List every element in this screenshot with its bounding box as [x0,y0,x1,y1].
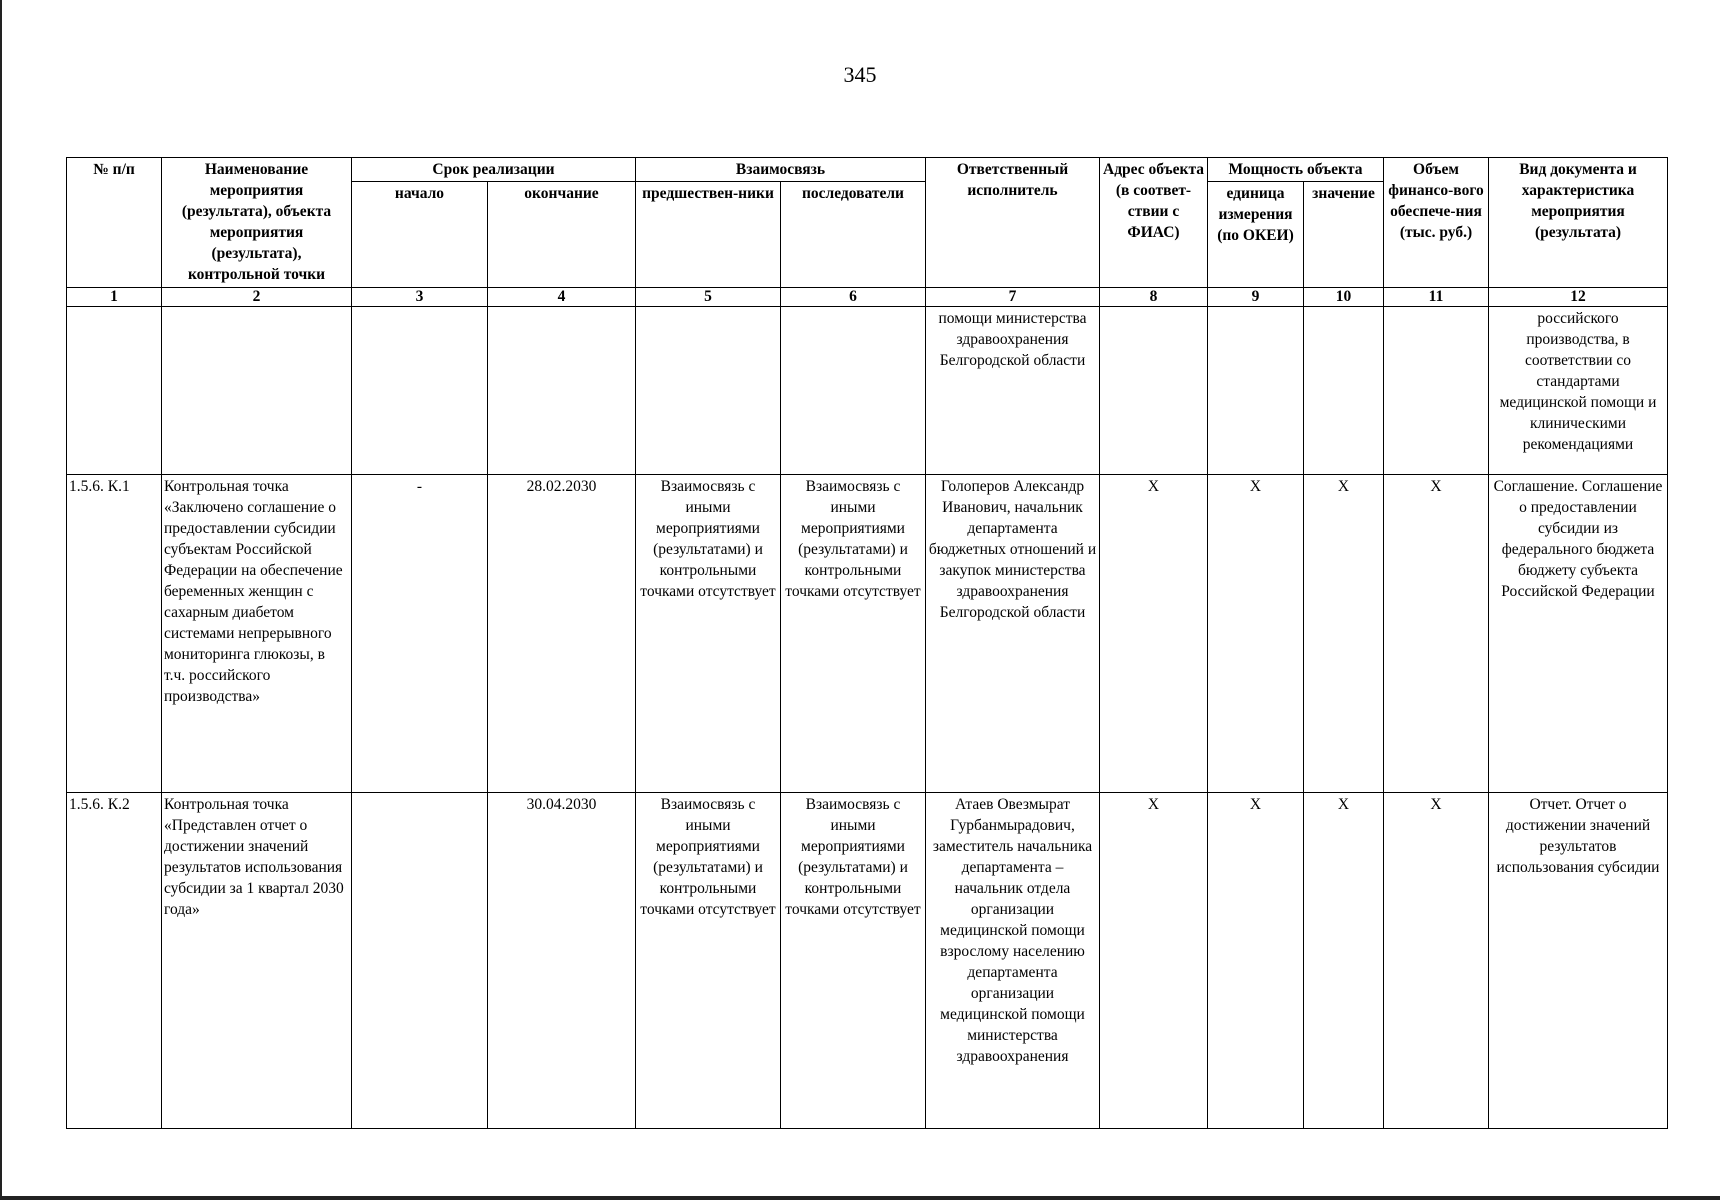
header-link: Взаимосвязь [636,158,926,182]
cell-successors: Взаимосвязь с иными мероприятиями (результатами) и контрольными точками отсутствует [781,793,926,1129]
header-name: Наименование мероприятия (результата), объекта мероприятия (результата), контрольной точки [162,158,352,288]
cell-end [488,307,636,475]
cell-doc: российского производства, в соответствии со стандартами медицинской помощи и клиническими рекомендациями [1489,307,1668,475]
page-number: 345 [843,62,877,87]
column-numbers-row [67,288,1668,307]
table-row [67,307,1668,475]
cell-doc: Отчет. Отчет о достижении значений результатов использования субсидии [1489,793,1668,1129]
cell-finance: Х [1384,793,1489,1129]
cell-finance: Х [1384,475,1489,793]
col-number: 8 [1100,288,1208,307]
cell-end: 28.02.2030 [488,475,636,793]
scan-edge-bottom [0,1196,1720,1200]
cell-predecessors: Взаимосвязь с иными мероприятиями (результатами) и контрольными точками отсутствует [636,793,781,1129]
cell-address: Х [1100,475,1208,793]
cell-responsible: Атаев Овезмырат Гурбанмырадович, заместитель начальника департамента – начальник отдела организации медицинской помощи взрослому населению департамента организации медицинской помощи министерства здравоохранения [926,793,1100,1129]
cell-unit: Х [1208,793,1304,1129]
cell-responsible: Голоперов Александр Иванович, начальник департамента бюджетных отношений и закупок министерства здравоохранения Белгородской области [926,475,1100,793]
cell-unit: Х [1208,475,1304,793]
table-header [67,158,1668,307]
cell-finance [1384,307,1489,475]
cell-value [1304,307,1384,475]
col-number: 3 [352,288,488,307]
header-successors: последователи [781,182,926,288]
header-doc: Вид документа и характеристика мероприятия (результата) [1489,158,1668,288]
header-period: Срок реализации [352,158,636,182]
cell-predecessors: Взаимосвязь с иными мероприятиями (результатами) и контрольными точками отсутствует [636,475,781,793]
table-row [67,793,1668,1129]
cell-doc: Соглашение. Соглашение о предоставлении субсидии из федерального бюджета бюджету субъекта Российской Федерации [1489,475,1668,793]
col-number: 12 [1489,288,1668,307]
col-number: 9 [1208,288,1304,307]
cell-end: 30.04.2030 [488,793,636,1129]
cell-name [162,307,352,475]
header-capacity: Мощность объекта [1208,158,1384,182]
cell-predecessors [636,307,781,475]
scan-edge-left [0,0,2,1200]
cell-start [352,793,488,1129]
header-value: значение [1304,182,1384,288]
col-number: 7 [926,288,1100,307]
cell-start [352,307,488,475]
header-unit: единица измерения (по ОКЕИ) [1208,182,1304,288]
col-number: 4 [488,288,636,307]
col-number: 2 [162,288,352,307]
cell-name: Контрольная точка «Заключено соглашение о предоставлении субсидии субъектам Российской Федерации на обеспечение беременных женщин с сахарным диабетом системами непрерывного мониторинга глюкозы, в т.ч. российского производства» [162,475,352,793]
cell-address [1100,307,1208,475]
cell-num: 1.5.6. К.2 [67,793,162,1129]
cell-value: Х [1304,793,1384,1129]
cell-responsible: помощи министерства здравоохранения Белгородской области [926,307,1100,475]
cell-unit [1208,307,1304,475]
col-number: 1 [67,288,162,307]
header-predecessors: предшествен-ники [636,182,781,288]
col-number: 6 [781,288,926,307]
cell-name: Контрольная точка «Представлен отчет о достижении значений результатов использования субсидии за 1 квартал 2030 года» [162,793,352,1129]
cell-successors [781,307,926,475]
cell-successors: Взаимосвязь с иными мероприятиями (результатами) и контрольными точками отсутствует [781,475,926,793]
activities-table [66,157,1668,1129]
col-number: 11 [1384,288,1489,307]
cell-num: 1.5.6. К.1 [67,475,162,793]
header-address: Адрес объекта (в соответ-ствии с ФИАС) [1100,158,1208,288]
cell-num [67,307,162,475]
header-num: № п/п [67,158,162,288]
header-start: начало [352,182,488,288]
cell-address: Х [1100,793,1208,1129]
header-end: окончание [488,182,636,288]
cell-start: - [352,475,488,793]
cell-value: Х [1304,475,1384,793]
col-number: 10 [1304,288,1384,307]
header-responsible: Ответственный исполнитель [926,158,1100,288]
header-finance: Объем финансо-вого обеспече-ния (тыс. руб.) [1384,158,1489,288]
col-number: 5 [636,288,781,307]
table-row [67,475,1668,793]
